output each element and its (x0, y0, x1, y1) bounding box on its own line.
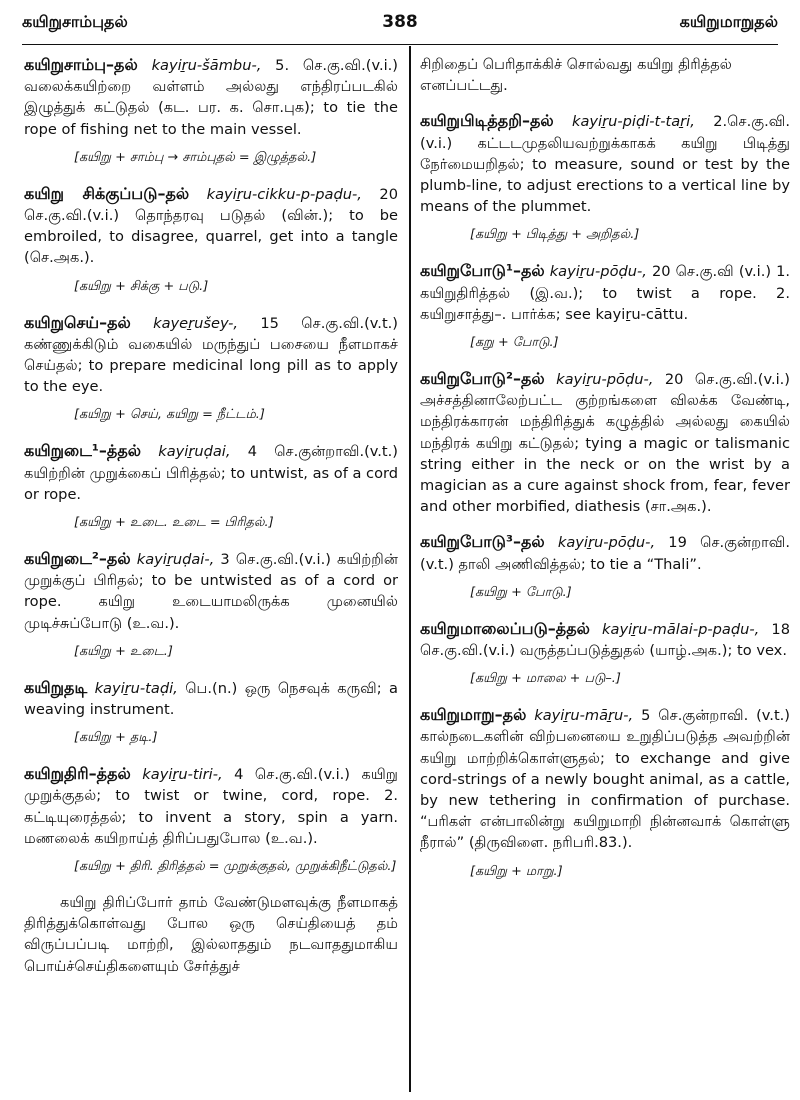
page-number: 388 (382, 12, 418, 32)
dictionary-entry (24, 763, 398, 849)
transliteration: kayiṟu-piḍi-t-taṟi, (572, 113, 695, 131)
headword: கயிறுடை¹–த்தல் (24, 441, 142, 461)
explanatory-note: கயிறு திரிப்போர் தாம் வேண்டுமளவுக்கு நீளமாகத் திரித்துக்கொள்வது போல ஒரு செய்தியைத் தம் விருப்பப்படி மாற்றி, இல்லாததும் நடவாததுமாகிய பொய்ச்செய்திகளையும் சேர்த்துச் (24, 894, 398, 975)
etymology: [கயிறு + மாலை + படு–.] (470, 671, 621, 687)
headword: கயிறுபிடித்தறி–தல் (420, 111, 554, 131)
dictionary-entry (420, 110, 790, 217)
etymology: [கயிறு + போடு.] (470, 584, 572, 600)
dictionary-entry (24, 440, 398, 505)
transliteration: kayiṟu-cikku-p-paḍu-, (206, 185, 362, 203)
headword: கயிறுமாலைப்படு–த்தல் (420, 618, 590, 638)
headword: கயிறுதடி (24, 677, 88, 697)
headword: கயிறுதிரி–த்தல் (24, 764, 131, 784)
definition: 4 செ.கு.வி.(v.i.) கயிறு முறுக்குதல்; to twist or twine, cord, rope. 2. கட்டியுரைத்தல்; to invent a story, spin a yarn. மணலைக் கயிறாய்த் திரிப்பதுபோல (உ.வ.). (24, 766, 399, 847)
headword: கயிறுபோடு²–தல் (420, 369, 545, 389)
definition: 19 செ.குன்றாவி. (v.t.) தாலி அணிவித்தல்; to tie a “Thali”. (420, 534, 791, 573)
etymology: [கயிறு + சிக்கு + படு.] (74, 278, 209, 294)
dictionary-entry (24, 548, 398, 634)
transliteration: kayeṟušey-, (153, 314, 238, 332)
definition: 15 செ.கு.வி.(v.t.) கண்ணுக்கிடும் வகையில் மருந்துப் பசையை நீளமாகச் செய்தல்; to prepare medicinal long pill as to apply to the eye. (24, 314, 398, 396)
dictionary-entry (24, 183, 398, 269)
definition: பெ.(n.) ஒரு நெசவுக் கருவி; a weaving instrument. (24, 679, 399, 719)
continued-note: சிறிதைப் பெரிதாக்கிச் சொல்வது கயிறு திரித்தல் எனப்பட்டது. (420, 56, 732, 95)
column-divider (409, 46, 411, 1092)
headword: கயிறு சிக்குப்படு–தல் (24, 183, 190, 203)
dictionary-entry (24, 54, 398, 140)
headword: கயிறுமாறு–தல் (420, 705, 527, 725)
guide-word-left: கயிறுசாம்புதல் (22, 12, 128, 31)
etymology: [கயிறு + உடை.] (74, 643, 173, 659)
dictionary-entry (420, 531, 790, 574)
etymology: [கயிறு + சாம்பு → சாம்புதல் = இழுத்தல்.] (74, 149, 317, 165)
headword: கயிறுசெய்–தல் (24, 312, 131, 332)
transliteration: kayiṟu-šāmbu-, (151, 57, 262, 74)
etymology: [கயிறு + பிடித்து + அறிதல்.] (470, 227, 640, 243)
right-column (420, 54, 790, 897)
etymology: [கயிறு + உடை. உடை = பிரிதல்.] (74, 515, 274, 531)
dictionary-entry (420, 368, 790, 517)
transliteration: kayiṟu-taḍi, (94, 679, 178, 697)
transliteration: kayiṟu-pōḍu-, (557, 534, 656, 552)
guide-word-right: கயிறுமாறுதல் (679, 12, 778, 31)
dictionary-entry (24, 677, 398, 720)
dictionary-entry (420, 618, 790, 661)
dictionary-entry (24, 312, 398, 398)
left-column (24, 54, 398, 977)
headword: கயிறுபோடு¹–தல் (420, 261, 545, 281)
definition: 4 செ.குன்றாவி.(v.t.) கயிற்றின் முறுக்கைப் பிரித்தல்; to untwist, as of a cord or rope. (24, 443, 399, 503)
definition: 2.செ.கு.வி. (v.i.) கட்டடமுதலியவற்றுக்காகக் கயிறு பிடித்து நேர்மையறிதல்; to measure, sound or test by the plumb-line, to adjust erections to a vertical line by means of the plummet. (420, 113, 791, 216)
etymology: [கயிறு + மாறு.] (470, 863, 563, 879)
transliteration: kayiṟu-mālai-p-paḍu-, (602, 620, 760, 638)
dictionary-entry (420, 260, 790, 325)
headword: கயிறுடை²–தல் (24, 549, 131, 569)
headword: கயிறுசாம்பு–தல் (24, 55, 138, 74)
transliteration: kayiṟu-māṟu-, (534, 707, 634, 725)
transliteration: kayiṟuḍai, (158, 443, 231, 461)
etymology: [கயிறு + திரி. திரித்தல் = முறுக்குதல், முறுக்கிநீட்டுதல்.] (74, 859, 397, 875)
etymology: [கயிறு + தடி.] (74, 730, 158, 746)
definition: 18 செ.கு.வி.(v.i.) வருத்தப்படுத்துதல் (யாழ்.அக.); to vex. (420, 620, 790, 660)
definition: 20 செ.கு.வி (v.i.) 1. கயிறுதிரித்தல் (இ.வ.); to twist a rope. 2. கயிறுசாத்து–. பார்க்க; see kayiṟu-cāttu. (420, 263, 790, 323)
definition: 20 செ.கு.வி.(v.i.) அச்சத்தினாலேற்பட்ட குற்றங்களை விலக்க வேண்டி, மந்திரக்காரன் மந்திரித்துக் கழுத்தில் அல்லது கையில் மந்திரக் கயிறு கட்டுதல்; tying a magic or talismanic string either in the neck or on the wrist by a magician as a cure against shock from, fear, fever and other morbified, diathesis (சா.அக.). (420, 371, 790, 516)
transliteration: kayiṟu-tiri-, (142, 766, 223, 784)
transliteration: kayiṟu-pōḍu-, (556, 371, 654, 389)
headword: கயிறுபோடு³–தல் (420, 532, 545, 552)
transliteration: kayiṟuḍai-, (136, 551, 215, 569)
etymology: [கறு + போடு.] (470, 335, 559, 351)
definition: 20 செ.கு.வி.(v.i.) தொந்தரவு படுதல் (வின்.); to be embroiled, to disagree, quarrel, get into a tangle (செ.அக.). (24, 185, 398, 267)
definition: 5. செ.கு.வி.(v.i.) வலைக்கயிற்றை வள்ளம் அல்லது எந்திரப்படகில் இழுத்துக் கட்டுதல் (கட. பர. க. சொ.புக); to tie the rope of fishing net to the main vessel. (24, 57, 398, 138)
header-rule (22, 44, 778, 45)
definition: 5 செ.குன்றாவி. (v.t.) கால்நடைகளின் விற்பனையை உறுதிப்படுத்த அவற்றின் கயிறு மாற்றிக்கொள்ளுதல்; to exchange and give cord-strings of a newly bought animal, as a cattle, by new tethering in confirmation of purchase. “பரிகள் என்பாலின்று கயிறுமாறி நின்னவாக் கொள்ளு நீரால்” (திருவிளை. நரிபரி.83.). (420, 707, 791, 852)
dictionary-entry (420, 704, 790, 853)
page-header (22, 12, 778, 36)
transliteration: kayiṟu-pōḍu-, (549, 263, 647, 281)
etymology: [கயிறு + செய், கயிறு = நீட்டம்.] (74, 407, 265, 423)
definition: 3 செ.கு.வி.(v.i.) கயிற்றின் முறுக்குப் பிரிதல்; to be untwisted as of a cord or rope. கயிறு உடையாமலிருக்க முனையில் முடிச்சுப்போடு (உ.வ.). (24, 551, 398, 632)
